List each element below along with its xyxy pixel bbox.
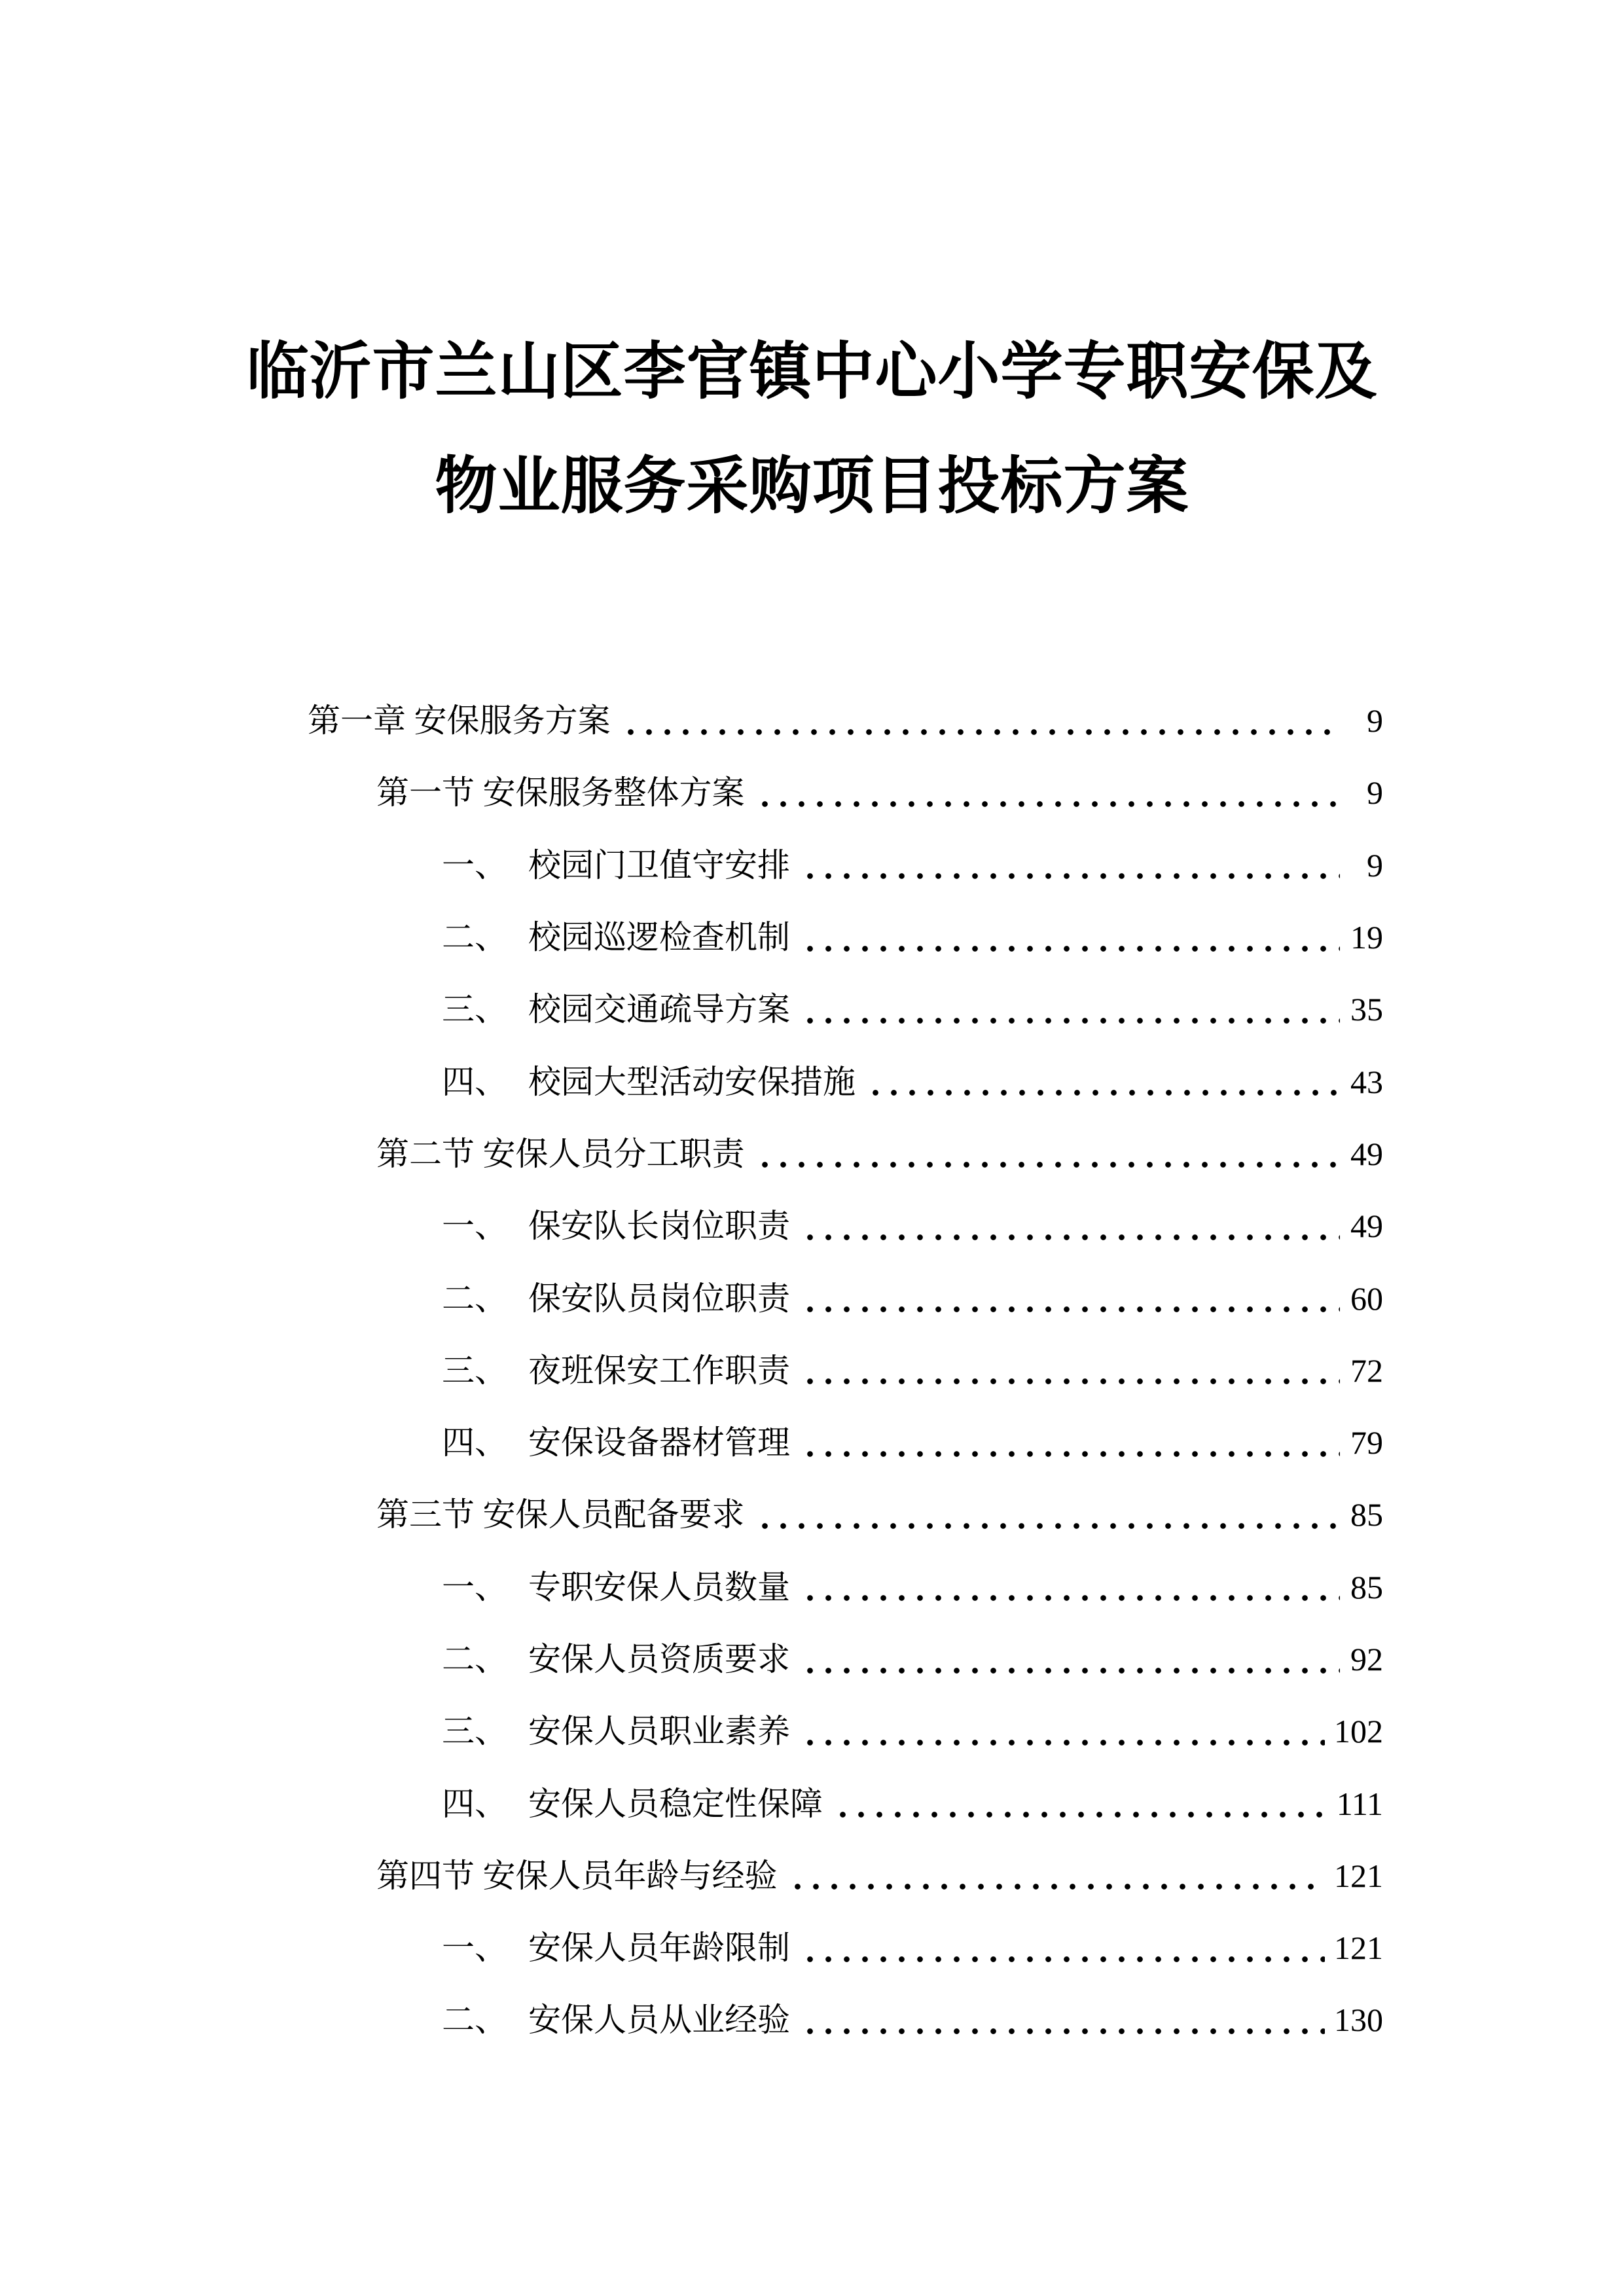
toc-entry[interactable] (0, 1335, 1624, 1407)
toc-entry[interactable] (0, 829, 1624, 901)
toc-leader-dots (807, 1306, 1340, 1312)
toc-page-number: 49 (1350, 1208, 1383, 1245)
toc-leader-dots (840, 1812, 1327, 1818)
toc-page-number: 19 (1350, 919, 1383, 956)
toc-entry-number: 四、 (442, 1063, 507, 1100)
toc-entry[interactable] (0, 1767, 1624, 1839)
toc-page-number: 43 (1350, 1063, 1383, 1100)
toc-entry-number: 四、 (442, 1785, 507, 1822)
toc-entry-label: 第四节 安保人员年龄与经验 (376, 1857, 778, 1894)
toc-entry[interactable] (0, 685, 1624, 757)
toc-entry-number: 四、 (442, 1424, 507, 1462)
toc-entry-label: 校园巡逻检查机制 (528, 919, 790, 956)
toc-page-number: 35 (1350, 991, 1383, 1028)
toc-entry-label: 校园门卫值守安排 (528, 846, 790, 884)
toc-entry-number: 一、 (442, 846, 507, 884)
toc-leader-dots (807, 1668, 1340, 1674)
toc-leader-dots (807, 1740, 1325, 1746)
toc-entry-label: 安保人员资质要求 (528, 1641, 790, 1677)
toc-entry[interactable] (0, 757, 1624, 829)
toc-entry-number: 一、 (442, 1929, 507, 1967)
toc-entry-label: 安保人员从业经验 (528, 2001, 790, 2039)
toc-entry-number: 一、 (442, 1208, 507, 1245)
toc-leader-dots (807, 1451, 1340, 1457)
toc-leader-dots (807, 1018, 1340, 1024)
toc-entry-label: 第二节 安保人员分工职责 (376, 1135, 745, 1172)
document-title-line-1: 临沂市兰山区李官镇中心小学专职安保及 (246, 337, 1378, 406)
toc-leader-dots (873, 1090, 1340, 1096)
toc-entry[interactable] (0, 1045, 1624, 1117)
toc-entry-label: 第一节 安保服务整体方案 (376, 774, 745, 812)
toc-entry-number: 二、 (442, 2001, 507, 2039)
toc-entry[interactable] (0, 1840, 1624, 1912)
toc-entry-number: 二、 (442, 1280, 507, 1317)
toc-entry-label: 夜班保安工作职责 (528, 1352, 790, 1389)
toc-page-number: 9 (1367, 702, 1383, 740)
toc-entry-number: 二、 (442, 1641, 507, 1677)
toc-entry-number: 一、 (442, 1568, 507, 1605)
toc-page-number: 49 (1350, 1135, 1383, 1172)
toc-page-number: 85 (1350, 1496, 1383, 1534)
toc-entry-number: 三、 (442, 1713, 507, 1750)
toc-entry[interactable] (0, 1912, 1624, 1984)
toc-entry[interactable] (0, 973, 1624, 1045)
table-of-contents (0, 685, 1624, 2056)
toc-entry-label: 专职安保人员数量 (528, 1568, 790, 1605)
toc-entry-number: 二、 (442, 919, 507, 956)
toc-page-number: 9 (1367, 774, 1383, 812)
toc-page-number: 85 (1350, 1568, 1383, 1605)
toc-page-number: 60 (1350, 1280, 1383, 1317)
toc-entry-label: 校园交通疏导方案 (528, 991, 790, 1028)
toc-entry[interactable] (0, 1190, 1624, 1262)
toc-page-number: 111 (1336, 1785, 1383, 1822)
toc-entry[interactable] (0, 1695, 1624, 1767)
toc-entry-label: 第一章 安保服务方案 (308, 702, 611, 740)
toc-entry-number: 三、 (442, 991, 507, 1028)
toc-leader-dots (807, 1956, 1325, 1962)
toc-entry[interactable] (0, 1118, 1624, 1190)
toc-entry[interactable] (0, 1407, 1624, 1479)
toc-leader-dots (628, 729, 1341, 735)
toc-entry-label: 校园大型活动安保措施 (528, 1063, 856, 1100)
toc-page-number: 102 (1334, 1713, 1383, 1750)
toc-page-number: 92 (1350, 1641, 1383, 1677)
toc-entry[interactable] (0, 1984, 1624, 2056)
toc-leader-dots (807, 2028, 1325, 2034)
toc-page-number: 9 (1367, 846, 1383, 884)
toc-entry-label: 安保设备器材管理 (528, 1424, 790, 1462)
document-title-line-2: 物业服务采购项目投标方案 (435, 452, 1189, 521)
toc-leader-dots (795, 1884, 1326, 1890)
toc-leader-dots (762, 1523, 1341, 1529)
toc-entry[interactable] (0, 901, 1624, 973)
toc-entry-label: 保安队长岗位职责 (528, 1208, 790, 1245)
toc-entry-label: 安保人员稳定性保障 (528, 1785, 823, 1822)
toc-entry-number: 三、 (442, 1352, 507, 1389)
toc-leader-dots (807, 1595, 1340, 1601)
toc-entry-label: 保安队员岗位职责 (528, 1280, 790, 1317)
toc-leader-dots (762, 801, 1341, 807)
toc-entry[interactable] (0, 1551, 1624, 1623)
toc-page-number: 121 (1334, 1857, 1383, 1894)
toc-leader-dots (762, 1162, 1341, 1168)
toc-leader-dots (807, 873, 1340, 879)
toc-entry[interactable] (0, 1262, 1624, 1334)
toc-leader-dots (807, 1378, 1340, 1384)
toc-page-number: 130 (1334, 2001, 1383, 2039)
toc-entry[interactable] (0, 1479, 1624, 1551)
toc-entry-label: 第三节 安保人员配备要求 (376, 1496, 745, 1534)
toc-page-number: 79 (1350, 1424, 1383, 1462)
toc-entry[interactable] (0, 1623, 1624, 1695)
toc-entry-label: 安保人员年龄限制 (528, 1929, 790, 1967)
toc-page-number: 72 (1350, 1352, 1383, 1389)
toc-leader-dots (807, 946, 1340, 952)
toc-page-number: 121 (1334, 1929, 1383, 1967)
toc-entry-label: 安保人员职业素养 (528, 1713, 790, 1750)
toc-leader-dots (807, 1234, 1340, 1240)
